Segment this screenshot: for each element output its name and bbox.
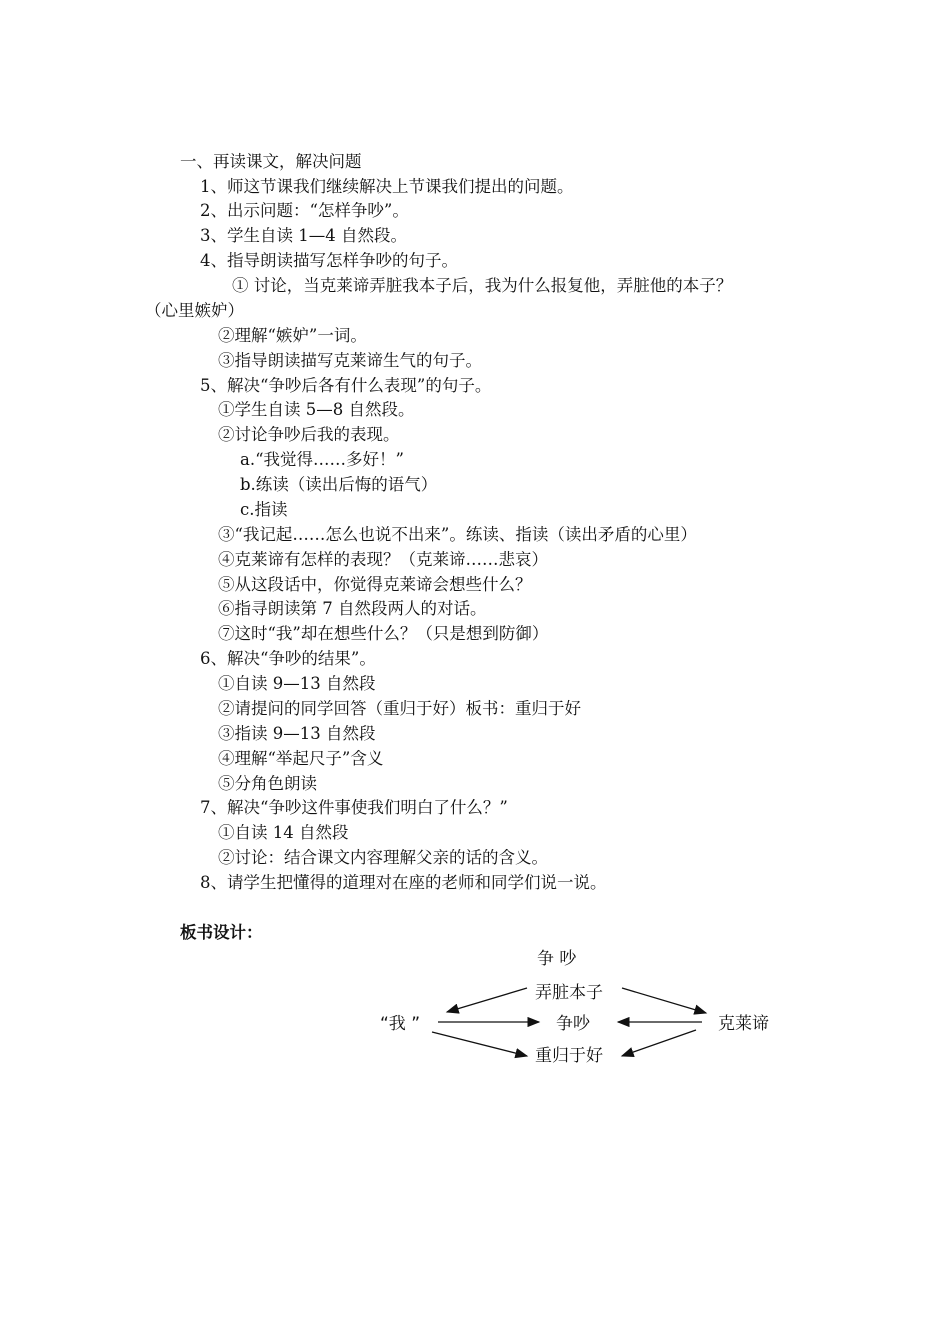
- list-item: ⑦这时“我”却在想些什么？（只是想到防御）: [218, 624, 549, 643]
- arrow-cause-to-me: [447, 988, 527, 1012]
- list-item: ④克莱谛有怎样的表现？（克莱谛……悲哀）: [218, 550, 548, 569]
- list-item: c.指读: [240, 500, 288, 519]
- list-item: 2、出示问题：“怎样争吵”。: [200, 201, 409, 220]
- list-item: ③“我记起……怎么也说不出来”。练读、指读（读出矛盾的心里）: [218, 525, 697, 544]
- board-title: 板书设计：: [180, 923, 263, 942]
- list-item: （心里嫉妒）: [145, 301, 244, 320]
- board-top-label: 争 吵: [537, 949, 577, 969]
- list-item: ⑤从这段话中，你觉得克莱谛会想些什么？: [218, 575, 532, 594]
- list-item: a.“我觉得……多好！”: [240, 450, 404, 469]
- list-item: 5、解决“争吵后各有什么表现”的句子。: [200, 376, 492, 395]
- list-item: 3、学生自读 1—4 自然段。: [200, 226, 407, 245]
- list-item: ①自读 14 自然段: [218, 823, 349, 842]
- board-right-label: 克莱谛: [718, 1014, 769, 1034]
- list-item: ②理解“嫉妒”一词。: [218, 326, 367, 345]
- list-item: ④理解“举起尺子”含义: [218, 749, 384, 768]
- list-item: 6、解决“争吵的结果”。: [200, 649, 376, 668]
- list-item: ⑤分角色朗读: [218, 774, 317, 793]
- board-cause-label: 弄脏本子: [535, 983, 603, 1003]
- arrow-me-to-reconcile: [432, 1032, 527, 1056]
- list-item: ②讨论：结合课文内容理解父亲的话的含义。: [218, 848, 548, 867]
- list-item: ③指导朗读描写克莱谛生气的句子。: [218, 351, 482, 370]
- list-item: ⑥指寻朗读第 7 自然段两人的对话。: [218, 599, 487, 618]
- list-item: ②讨论争吵后我的表现。: [218, 425, 400, 444]
- board-center-label: 争吵: [556, 1014, 590, 1034]
- list-item: 7、解决“争吵这件事使我们明白了什么？”: [200, 798, 508, 817]
- list-item: b.练读（读出后悔的语气）: [240, 475, 438, 494]
- list-item: ①自读 9—13 自然段: [218, 674, 376, 693]
- list-item: ②请提问的同学回答（重归于好）板书：重归于好: [218, 699, 581, 718]
- list-item: ①学生自读 5—8 自然段。: [218, 400, 415, 419]
- list-item: 4、指导朗读描写怎样争吵的句子。: [200, 251, 458, 270]
- list-item: ① 讨论，当克莱谛弄脏我本子后，我为什么报复他，弄脏他的本子？: [232, 276, 733, 295]
- arrow-cause-to-kelaidi: [622, 988, 706, 1013]
- board-left-label: “我 ”: [380, 1014, 421, 1034]
- board-result-label: 重归于好: [535, 1046, 603, 1066]
- list-item: 1、师这节课我们继续解决上节课我们提出的问题。: [200, 177, 574, 196]
- arrow-kelaidi-to-reconcile: [622, 1030, 696, 1056]
- list-item: 8、请学生把懂得的道理对在座的老师和同学们说一说。: [200, 873, 607, 892]
- list-item: ③指读 9—13 自然段: [218, 724, 376, 743]
- section-heading: 一、再读课文，解决问题: [180, 152, 362, 171]
